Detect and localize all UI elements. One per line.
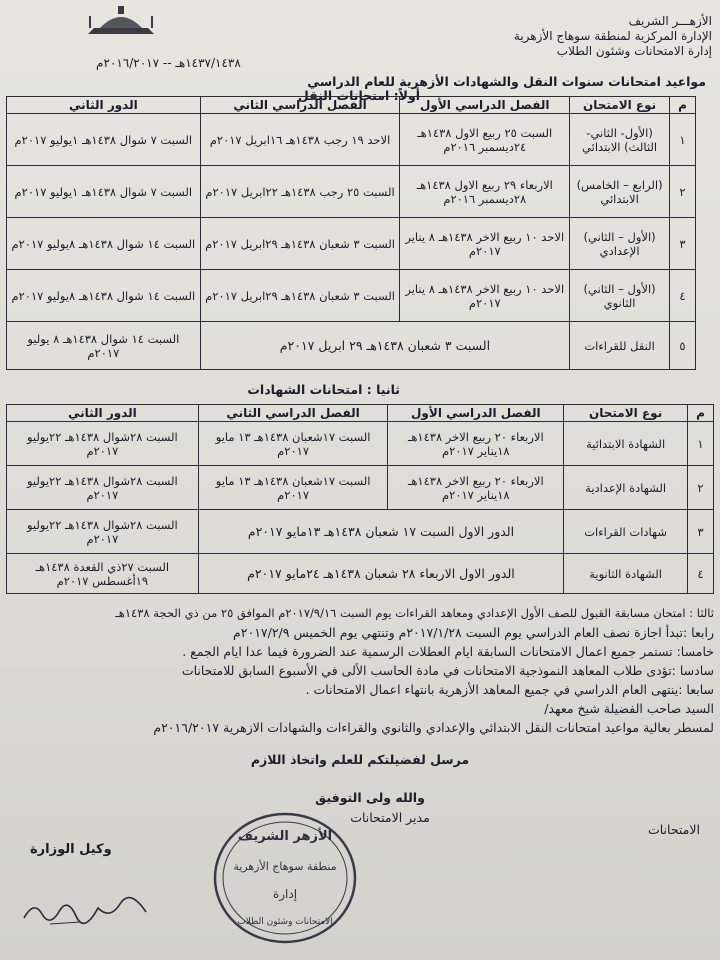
first-term-date: الاحد ١٠ ربيع الاخر ١٤٣٨هـ ٨ يناير ٢٠١٧م [400,218,570,270]
azhar-logo-icon [82,4,160,38]
exam-type: الشهادة الابتدائية [564,422,688,466]
handwritten-signature [20,890,150,930]
second-round-date: السبت ٢٨شوال ١٤٣٨هـ ٢٢يوليو ٢٠١٧م [7,510,199,554]
notes-block [2,604,714,737]
merged-term-date: الدور الاول الاربعاء ٢٨ شعبان ١٤٣٨هـ ٢٤مايو ٢٠١٧م [198,554,563,594]
row-number: ٤ [688,554,714,594]
row-number: ٣ [670,218,696,270]
note-seventh: سابعا :ينتهى العام الدراسي في جميع المعاهد الأزهرية بانتهاء اعمال الامتحانات . [305,682,714,697]
exam-type: الشهادة الإعدادية [564,466,688,510]
merged-term-date: السبت ٣ شعبان ١٤٣٨هـ ٢٩ ابريل ٢٠١٧م [200,322,569,370]
header-cell: م [670,97,696,114]
exam-type: (الأول – الثاني) الإعدادي [570,218,670,270]
closing-sent: مرسل لفضيلتكم للعلم واتخاذ اللازم [250,752,470,767]
stamp-text-lower: إدارة [272,887,298,901]
exam-type: (الرابع – الخامس) الابتدائي [570,166,670,218]
section-transfer-heading: أولاً: امتحانات النقل [297,88,420,103]
exam-type: الشهادة الثانوية [564,554,688,594]
note-sixth: سادسا :تؤدى طلاب المعاهد النموذجية الامتحانات في مادة الحاسب الألى في الأسبوع السابق للامتحانات [181,663,714,678]
exam-type: شهادات القراءات [564,510,688,554]
table-row [7,114,696,166]
second-round-date: السبت ٢٨شوال ١٤٣٨هـ ٢٢يوليو ٢٠١٧م [7,422,199,466]
second-round-date: السبت ١٤ شوال ١٤٣٨هـ ٨يوليو ٢٠١٧م [7,218,201,270]
header-cell: الفصل الدراسي الأول [388,405,564,422]
merged-term-date: الدور الاول السبت ١٧ شعبان ١٤٣٨هـ ١٣مايو ٢٠١٧م [198,510,563,554]
first-term-date: الاربعاء ٢٠ ربيع الاخر ١٤٣٨هـ ١٨يناير ٢٠١٧م [388,422,564,466]
stamp-text-bottom: الامتحانات وشئون الطلاب [237,917,333,927]
exams-signature-label: الامتحانات [647,822,700,837]
second-round-date: السبت ٧ شوال ١٤٣٨هـ ١يوليو ٢٠١٧م [7,166,201,218]
row-number: ١ [670,114,696,166]
header-cell: الفصل الدراسي الأول [400,97,570,114]
official-stamp [210,808,360,948]
table-header-row [7,405,714,422]
row-number: ٤ [670,270,696,322]
section-certificates-heading: ثانيا : امتحانات الشهادات [247,382,400,397]
second-round-date: السبت ٧ شوال ١٤٣٨هـ ١يوليو ٢٠١٧م [7,114,201,166]
table-row [7,422,714,466]
table-row [7,270,696,322]
first-term-date: الاربعاء ٢٩ ربيع الاول ١٤٣٨هـ ٢٨ديسمبر ٢٠١٦م [400,166,570,218]
exam-type: النقل للقراءات [570,322,670,370]
document-title: مواعيد امتحانات سنوات النقل والشهادات الأزهرية للعام الدراسي [307,74,706,89]
header-cell: الفصل الدراسي الثاني [200,97,400,114]
stamp-text-top: الأزهر الشريف [237,829,333,844]
table-row [7,218,696,270]
second-term-date: السبت ٣ شعبان ١٤٣٨هـ ٢٩ابريل ٢٠١٧م [200,218,400,270]
second-round-date: السبت ٢٨شوال ١٤٣٨هـ ٢٢يوليو ٢٠١٧م [7,466,199,510]
table-row [7,322,696,370]
header-cell: نوع الامتحان [570,97,670,114]
first-term-date: الاحد ١٠ ربيع الاخر ١٤٣٨هـ ٨ يناير ٢٠١٧م [400,270,570,322]
second-round-date: السبت ١٤ شوال ١٤٣٨هـ ٨يوليو ٢٠١٧م [7,270,201,322]
row-number: ١ [688,422,714,466]
table-row [7,510,714,554]
note-fourth: رابعا :تبدأ اجازة نصف العام الدراسي يوم السبت ٢٠١٧/١/٢٨م وتنتهي يوم الخميس ٢٠١٧/٢/٩م [233,625,714,640]
second-term-date: السبت ٢٥ رجب ١٤٣٨هـ ٢٢ابريل ٢٠١٧م [200,166,400,218]
header-cell: الفصل الدراسي الثاني [198,405,388,422]
exam-type: (الأول – الثاني) الثانوي [570,270,670,322]
table-row [7,166,696,218]
header-line-3: إدارة الامتحانات وشئون الطلاب [556,44,712,58]
deputy-minister-label: وكيل الوزارة [30,842,112,857]
closing-dua: والله ولى التوفيق [315,790,425,805]
header-cell: الدور الثاني [7,405,199,422]
second-term-date: الاحد ١٩ رجب ١٤٣٨هـ ١٦ابريل ٢٠١٧م [200,114,400,166]
row-number: ٥ [670,322,696,370]
stamp-text-middle: منطقة سوهاج الأزهرية [233,860,337,873]
row-number: ٢ [688,466,714,510]
transfer-exams-table [6,96,696,370]
header-line-2: الإدارة المركزية لمنطقة سوهاج الأزهرية [513,29,712,43]
second-round-date: السبت ١٤ شوال ١٤٣٨هـ ٨ يوليو ٢٠١٧م [7,322,201,370]
schedule-reference: لمسطر بعالية مواعيد امتحانات النقل الابتدائي والإعدادي والثانوي والقراءات والشهادات الازهرية ٢٠١٦/٢٠١٧م [153,720,714,735]
note-fifth: خامسا: تستمر جميع اعمال الامتحانات السابقة ايام العطلات الرسمية عند الضرورة فيما عدا ايام الجمع . [182,644,714,659]
first-term-date: الاربعاء ٢٠ ربيع الاخر ١٤٣٨هـ ١٨يناير ٢٠١٧م [388,466,564,510]
header-block [382,14,712,59]
row-number: ٣ [688,510,714,554]
table-header-row [7,97,696,114]
second-term-date: السبت ٣ شعبان ١٤٣٨هـ ٢٩ابريل ٢٠١٧م [200,270,400,322]
header-cell: م [688,405,714,422]
row-number: ٢ [670,166,696,218]
header-cell: الدور الثاني [7,97,201,114]
note-third: ثالثا : امتحان مسابقة القبول للصف الأول الإعدادي ومعاهد القراءات يوم السبت ٢٠١٧/٩/١٦م الموافق ٢٥ من ذي الحجة ١٤٣٨هـ [115,606,714,620]
director-title: مدير الامتحانات [350,810,430,825]
first-term-date: السبت ٢٥ ربيع الاول ١٤٣٨هـ ٢٤ديسمبر ٢٠١٦م [400,114,570,166]
second-term-date: السبت ١٧شعبان ١٤٣٨هـ ١٣ مايو ٢٠١٧م [198,466,388,510]
addressee: السيد صاحب الفضيلة شيخ معهد/ [544,701,714,716]
table-row [7,554,714,594]
header-line-1: الأزهـــر الشريف [628,14,712,28]
certificates-exams-table [6,404,714,594]
second-round-date: السبت ٢٧ذي القعدة ١٤٣٨هـ ١٩أغسطس ٢٠١٧م [7,554,199,594]
academic-year: ١٤٣٧/١٤٣٨هـ -- ٢٠١٦/٢٠١٧م [96,56,241,70]
header-cell: نوع الامتحان [564,405,688,422]
table-row [7,466,714,510]
exam-type: (الأول- الثاني- الثالث) الابتدائي [570,114,670,166]
second-term-date: السبت ١٧شعبان ١٤٣٨هـ ١٣ مايو ٢٠١٧م [198,422,388,466]
